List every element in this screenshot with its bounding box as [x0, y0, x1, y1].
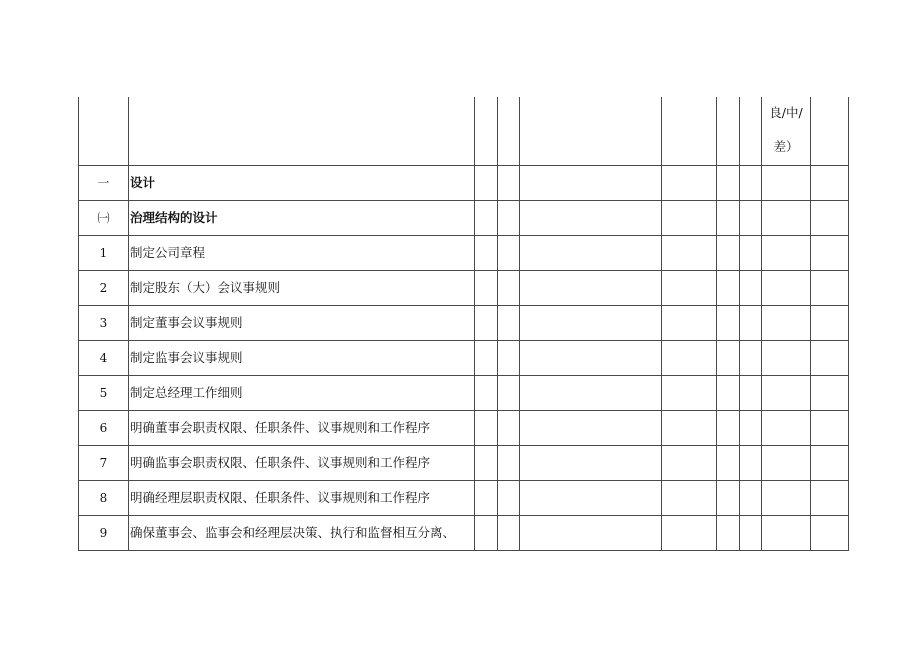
empty-cell — [475, 271, 498, 306]
empty-cell — [662, 516, 717, 551]
empty-cell — [762, 271, 811, 306]
empty-cell — [762, 411, 811, 446]
empty-cell — [811, 516, 849, 551]
table-row — [79, 411, 849, 446]
empty-cell — [662, 341, 717, 376]
header-cell — [717, 97, 740, 166]
empty-cell — [717, 201, 740, 236]
empty-cell — [740, 236, 762, 271]
control-item-text: 明确经理层职责权限、任职条件、议事规则和工作程序 — [129, 481, 475, 516]
control-item-text: 明确董事会职责权限、任职条件、议事规则和工作程序 — [129, 411, 475, 446]
empty-cell — [811, 376, 849, 411]
empty-cell — [520, 411, 662, 446]
table-row — [79, 376, 849, 411]
empty-cell — [717, 516, 740, 551]
header-cell — [662, 97, 717, 166]
empty-cell — [717, 411, 740, 446]
row-number: 1 — [79, 236, 129, 271]
empty-cell — [662, 271, 717, 306]
empty-cell — [498, 201, 520, 236]
empty-cell — [740, 166, 762, 201]
control-item-text: 制定董事会议事规则 — [129, 306, 475, 341]
empty-cell — [762, 446, 811, 481]
empty-cell — [475, 376, 498, 411]
empty-cell — [762, 166, 811, 201]
header-cell — [520, 97, 662, 166]
header-cell — [475, 97, 498, 166]
row-number: 4 — [79, 341, 129, 376]
empty-cell — [520, 271, 662, 306]
rating-header-line1: 良/中/ — [769, 104, 803, 120]
table-row — [79, 306, 849, 341]
empty-cell — [740, 446, 762, 481]
control-item-text: 制定公司章程 — [129, 236, 475, 271]
empty-cell — [498, 271, 520, 306]
row-number: ㈠ — [79, 201, 129, 236]
empty-cell — [498, 236, 520, 271]
empty-cell — [717, 271, 740, 306]
section-heading: 设计 — [129, 166, 475, 201]
empty-cell — [762, 236, 811, 271]
header-cell — [811, 97, 849, 166]
row-number: 3 — [79, 306, 129, 341]
empty-cell — [475, 341, 498, 376]
empty-cell — [475, 411, 498, 446]
empty-cell — [811, 236, 849, 271]
row-number: 9 — [79, 516, 129, 551]
empty-cell — [520, 446, 662, 481]
header-cell-item — [129, 97, 475, 166]
row-number: 一 — [79, 166, 129, 201]
table-row — [79, 481, 849, 516]
empty-cell — [520, 341, 662, 376]
control-item-text: 制定监事会议事规则 — [129, 341, 475, 376]
header-cell — [740, 97, 762, 166]
empty-cell — [740, 271, 762, 306]
row-number: 6 — [79, 411, 129, 446]
empty-cell — [717, 166, 740, 201]
empty-cell — [498, 481, 520, 516]
table-row — [79, 271, 849, 306]
control-item-text: 确保董事会、监事会和经理层决策、执行和监督相互分离、 — [129, 516, 475, 551]
empty-cell — [717, 446, 740, 481]
empty-cell — [740, 516, 762, 551]
empty-cell — [717, 341, 740, 376]
table-row — [79, 166, 849, 201]
empty-cell — [762, 201, 811, 236]
empty-cell — [498, 411, 520, 446]
empty-cell — [740, 341, 762, 376]
table-row — [79, 236, 849, 271]
empty-cell — [520, 166, 662, 201]
empty-cell — [717, 481, 740, 516]
control-item-text: 制定总经理工作细则 — [129, 376, 475, 411]
empty-cell — [811, 166, 849, 201]
empty-cell — [740, 411, 762, 446]
empty-cell — [811, 201, 849, 236]
header-row — [79, 97, 849, 166]
empty-cell — [520, 201, 662, 236]
empty-cell — [811, 341, 849, 376]
empty-cell — [520, 481, 662, 516]
empty-cell — [740, 376, 762, 411]
empty-cell — [662, 306, 717, 341]
empty-cell — [498, 166, 520, 201]
empty-cell — [662, 411, 717, 446]
empty-cell — [662, 481, 717, 516]
empty-cell — [762, 376, 811, 411]
header-cell — [498, 97, 520, 166]
rating-header-line2: 差） — [773, 139, 799, 154]
section-heading: 治理结构的设计 — [129, 201, 475, 236]
empty-cell — [811, 306, 849, 341]
row-number: 8 — [79, 481, 129, 516]
empty-cell — [811, 271, 849, 306]
empty-cell — [662, 201, 717, 236]
header-cell-number — [79, 97, 129, 166]
empty-cell — [740, 481, 762, 516]
empty-cell — [475, 166, 498, 201]
empty-cell — [498, 376, 520, 411]
empty-cell — [740, 306, 762, 341]
empty-cell — [717, 306, 740, 341]
empty-cell — [498, 446, 520, 481]
empty-cell — [762, 516, 811, 551]
control-item-text: 明确监事会职责权限、任职条件、议事规则和工作程序 — [129, 446, 475, 481]
table-row — [79, 446, 849, 481]
empty-cell — [475, 236, 498, 271]
empty-cell — [520, 236, 662, 271]
empty-cell — [811, 481, 849, 516]
empty-cell — [475, 201, 498, 236]
control-item-text: 制定股东（大）会议事规则 — [129, 271, 475, 306]
row-number: 2 — [79, 271, 129, 306]
empty-cell — [498, 516, 520, 551]
empty-cell — [662, 376, 717, 411]
empty-cell — [475, 516, 498, 551]
empty-cell — [662, 236, 717, 271]
table-row — [79, 201, 849, 236]
empty-cell — [717, 376, 740, 411]
empty-cell — [811, 446, 849, 481]
empty-cell — [717, 236, 740, 271]
empty-cell — [475, 446, 498, 481]
empty-cell — [762, 341, 811, 376]
empty-cell — [762, 306, 811, 341]
empty-cell — [740, 201, 762, 236]
empty-cell — [475, 306, 498, 341]
empty-cell — [811, 411, 849, 446]
empty-cell — [662, 166, 717, 201]
empty-cell — [662, 446, 717, 481]
header-cell-rating — [762, 97, 811, 166]
empty-cell — [498, 306, 520, 341]
row-number: 7 — [79, 446, 129, 481]
empty-cell — [520, 376, 662, 411]
empty-cell — [498, 341, 520, 376]
table-row — [79, 341, 849, 376]
internal-control-checklist-table — [78, 97, 849, 551]
empty-cell — [520, 306, 662, 341]
evaluation-table-fragment — [78, 97, 848, 551]
empty-cell — [475, 481, 498, 516]
row-number: 5 — [79, 376, 129, 411]
empty-cell — [520, 516, 662, 551]
empty-cell — [762, 481, 811, 516]
table-row — [79, 516, 849, 551]
